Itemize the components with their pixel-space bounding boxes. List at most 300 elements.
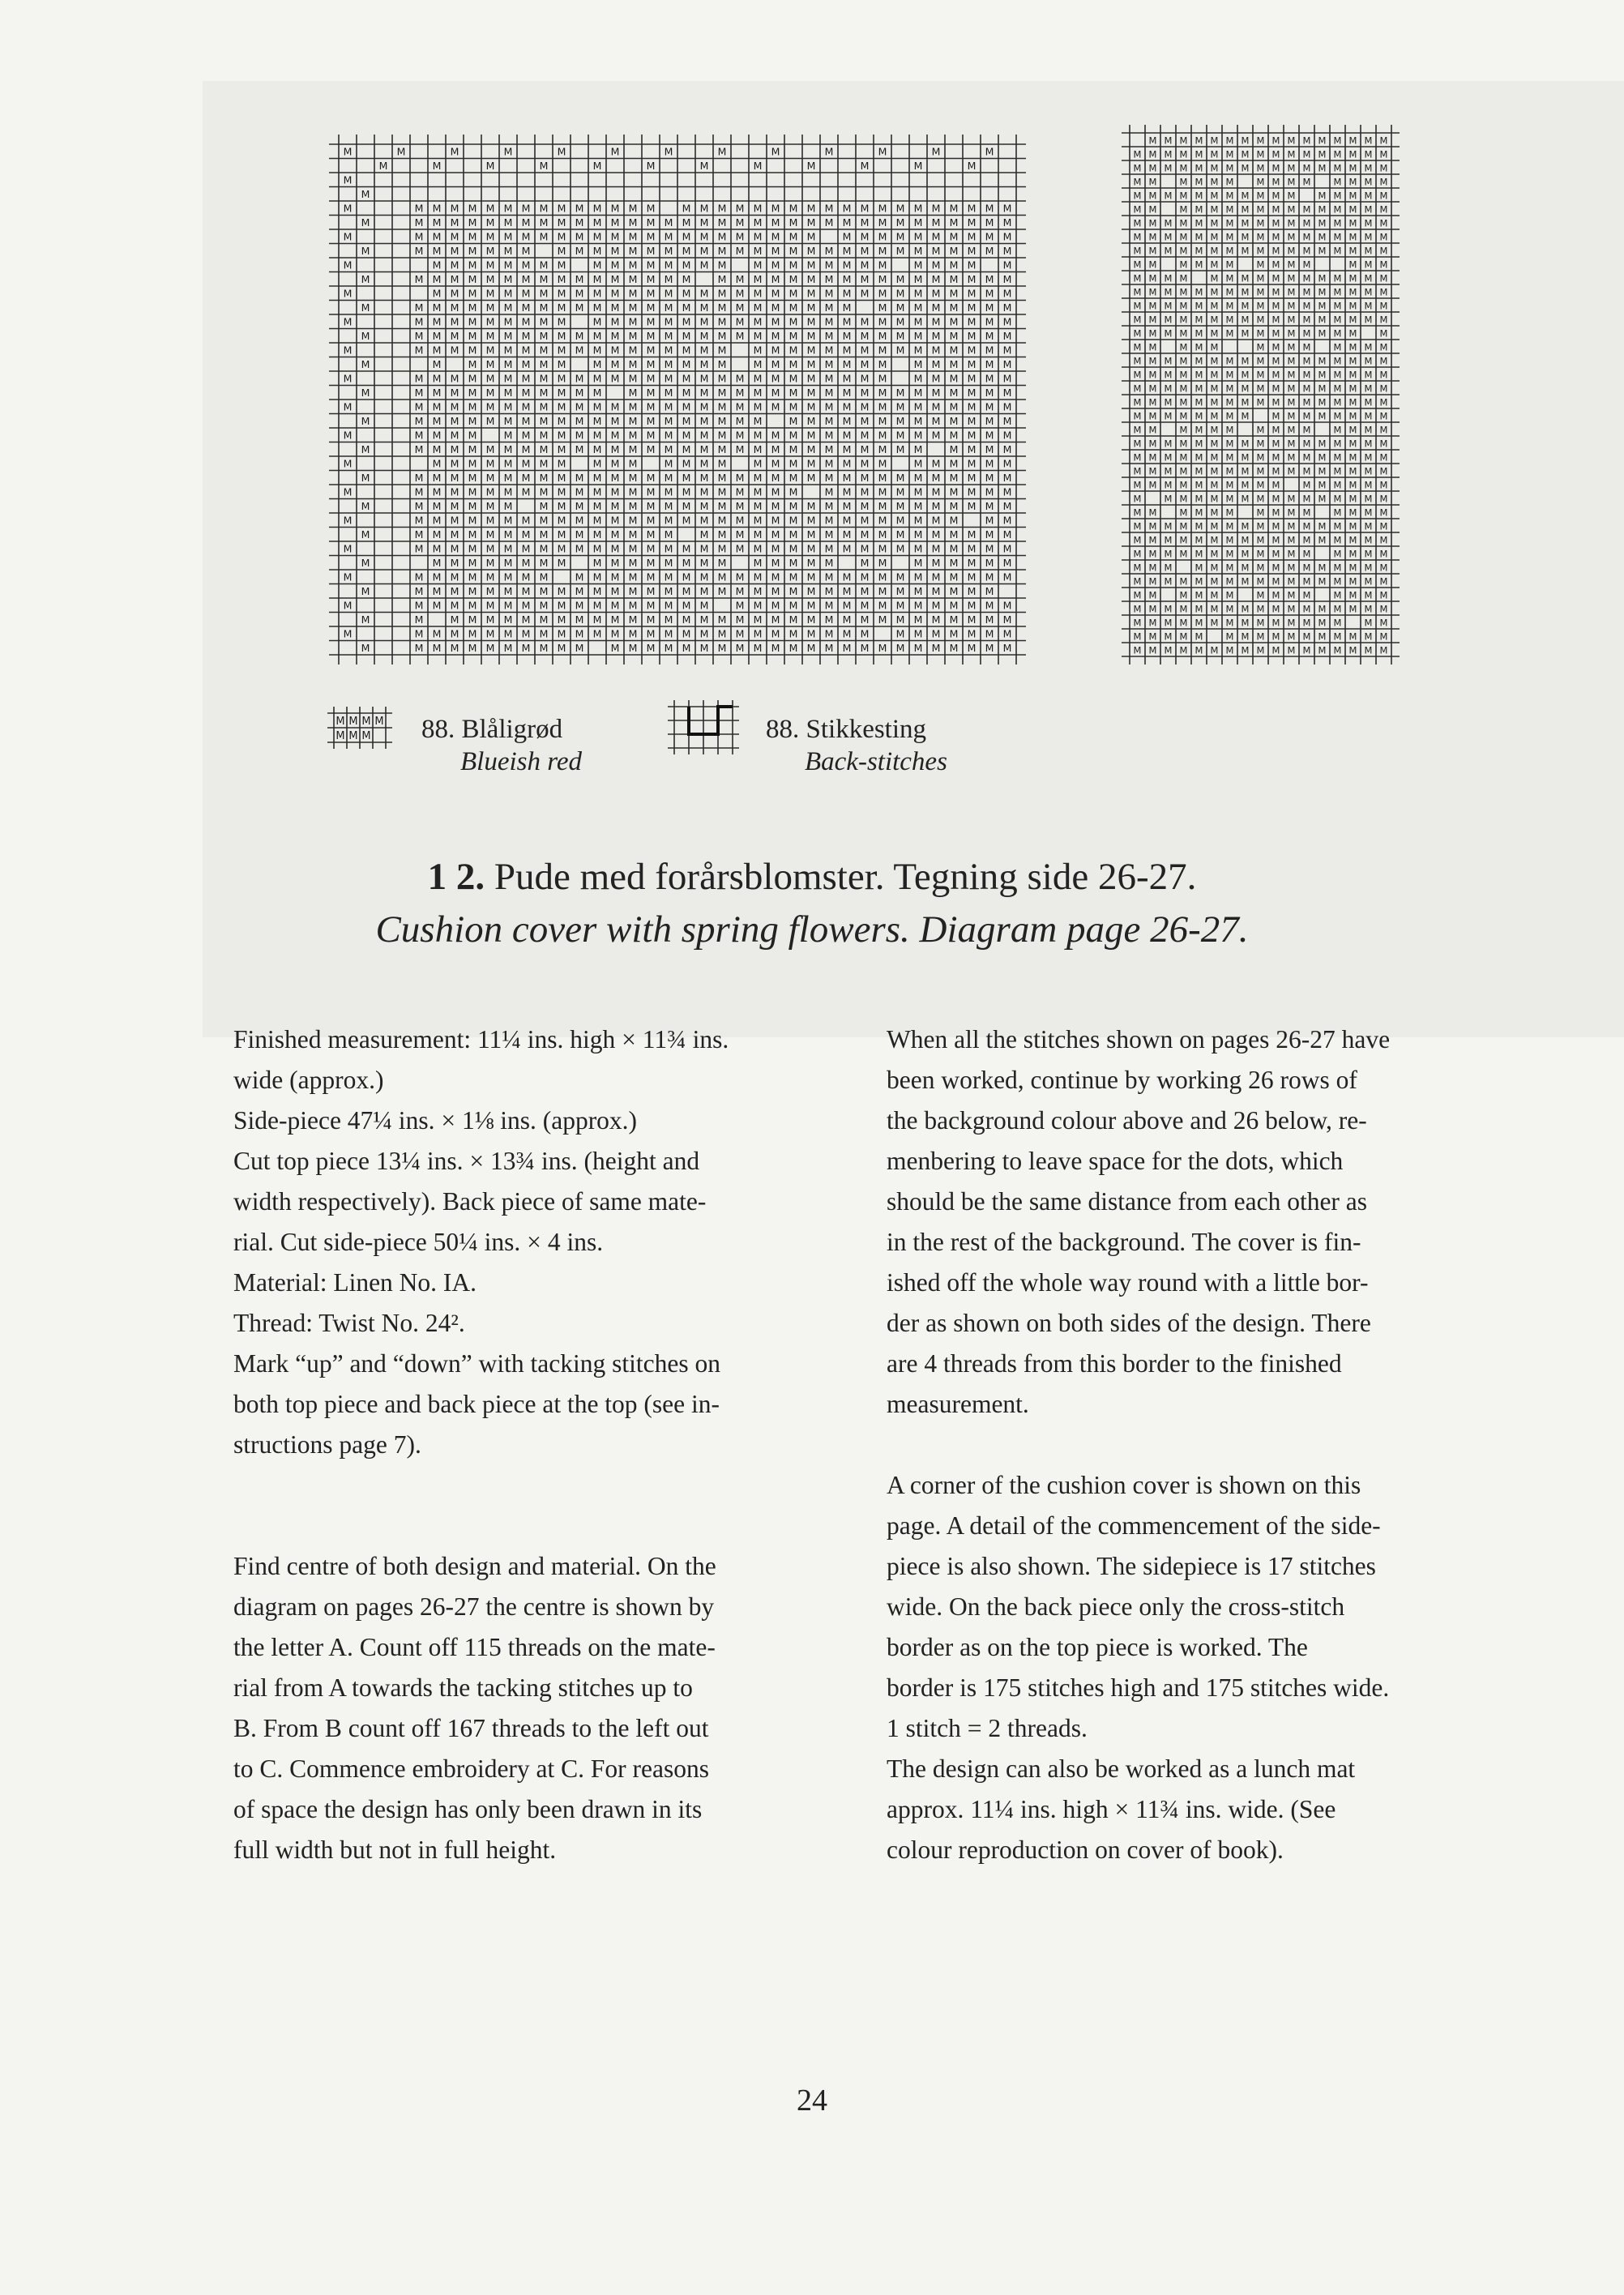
stitch-mark: M	[450, 514, 459, 527]
stitch-mark: M	[771, 542, 780, 555]
stitch-mark: M	[1194, 493, 1203, 505]
stitch-mark: M	[628, 443, 638, 456]
stitch-mark: M	[1179, 506, 1188, 519]
stitch-mark: M	[1348, 203, 1357, 216]
stitch-mark: M	[913, 542, 923, 555]
stitch-mark: M	[1287, 438, 1296, 450]
stitch-mark: M	[735, 642, 745, 655]
stitch-mark: M	[1241, 327, 1250, 340]
stitch-mark: M	[468, 443, 477, 456]
stitch-mark: M	[575, 571, 584, 583]
stitch-mark: M	[842, 500, 852, 513]
stitch-mark: M	[1002, 259, 1012, 271]
stitch-mark: M	[1256, 259, 1265, 271]
stitch-mark: M	[1333, 424, 1342, 436]
stitch-mark: M	[468, 372, 477, 385]
stitch-mark: M	[717, 542, 727, 555]
stitch-mark: M	[753, 245, 763, 258]
stitch-mark: M	[610, 585, 620, 598]
stitch-mark: M	[967, 443, 977, 456]
stitch-mark: M	[913, 259, 923, 271]
stitch-mark: M	[432, 599, 442, 612]
stitch-mark: M	[1379, 548, 1388, 560]
stitch-mark: M	[913, 642, 923, 655]
stitch-mark: M	[1287, 272, 1296, 284]
stitch-mark: M	[949, 557, 959, 570]
stitch-mark: M	[1302, 314, 1311, 326]
stitch-mark: M	[1271, 341, 1280, 353]
stitch-mark: M	[1210, 548, 1219, 560]
stitch-mark: M	[557, 429, 566, 442]
stitch-mark: M	[824, 372, 834, 385]
stitch-mark: M	[503, 273, 513, 286]
stitch-mark: M	[1194, 286, 1203, 298]
stitch-mark: M	[949, 259, 959, 271]
stitch-mark: M	[361, 188, 370, 201]
stitch-mark: M	[414, 613, 424, 626]
stitch-mark: M	[1225, 644, 1234, 656]
stitch-mark: M	[343, 259, 353, 271]
stitch-mark: M	[1210, 562, 1219, 574]
stitch-mark: M	[1364, 438, 1373, 450]
stitch-mark: M	[1379, 314, 1388, 326]
stitch-mark: M	[557, 301, 566, 314]
stitch-mark: M	[1194, 589, 1203, 601]
stitch-mark: M	[1194, 231, 1203, 243]
stitch-mark: M	[1271, 479, 1280, 491]
stitch-mark: M	[539, 457, 549, 470]
stitch-mark: M	[1348, 162, 1357, 174]
stitch-mark: M	[557, 415, 566, 428]
stitch-mark: M	[1194, 451, 1203, 464]
stitch-mark: M	[610, 344, 620, 357]
stitch-mark: M	[521, 457, 531, 470]
stitch-mark: M	[735, 273, 745, 286]
stitch-mark: M	[1241, 575, 1250, 588]
stitch-mark: M	[1179, 396, 1188, 408]
stitch-mark: M	[878, 443, 887, 456]
stitch-mark: M	[878, 330, 887, 343]
stitch-mark: M	[343, 514, 353, 527]
stitch-mark: M	[878, 358, 887, 371]
stitch-mark: M	[1302, 438, 1311, 450]
stitch-mark: M	[753, 287, 763, 300]
stitch-mark: M	[753, 457, 763, 470]
stitch-mark: M	[771, 230, 780, 243]
stitch-mark: M	[432, 528, 442, 541]
stitch-mark: M	[1210, 506, 1219, 519]
stitch-mark: M	[1133, 176, 1142, 188]
stitch-mark: M	[717, 400, 727, 413]
stitch-mark: M	[374, 716, 384, 728]
stitch-mark: M	[949, 202, 959, 215]
stitch-mark: M	[610, 514, 620, 527]
stitch-mark: M	[592, 387, 602, 400]
stitch-mark: M	[432, 344, 442, 357]
text-line: been worked, continue by working 26 rows of	[887, 1066, 1357, 1094]
stitch-mark: M	[842, 457, 852, 470]
stitch-mark: M	[664, 330, 673, 343]
stitch-mark: M	[1364, 162, 1373, 174]
stitch-mark: M	[949, 230, 959, 243]
stitch-mark: M	[1271, 410, 1280, 422]
stitch-mark: M	[664, 344, 673, 357]
stitch-mark: M	[1271, 465, 1280, 477]
stitch-mark: M	[646, 571, 656, 583]
stitch-mark: M	[521, 400, 531, 413]
stitch-mark: M	[1318, 479, 1327, 491]
stitch-mark: M	[1333, 162, 1342, 174]
stitch-mark: M	[1210, 396, 1219, 408]
stitch-mark: M	[1241, 314, 1250, 326]
stitch-mark: M	[895, 400, 905, 413]
stitch-mark: M	[1225, 534, 1234, 546]
stitch-mark: M	[717, 230, 727, 243]
stitch-mark: M	[788, 344, 798, 357]
stitch-mark: M	[1002, 500, 1012, 513]
stitch-mark: M	[343, 400, 353, 413]
stitch-mark: M	[717, 259, 727, 271]
stitch-mark: M	[1256, 438, 1265, 450]
stitch-mark: M	[699, 457, 709, 470]
stitch-mark: M	[414, 400, 424, 413]
stitch-mark: M	[1256, 603, 1265, 615]
stitch-mark: M	[468, 259, 477, 271]
stitch-mark: M	[1348, 520, 1357, 532]
stitch-mark: M	[432, 472, 442, 485]
stitch-mark: M	[806, 500, 816, 513]
stitch-mark: M	[628, 344, 638, 357]
stitch-mark: M	[1148, 410, 1157, 422]
stitch-mark: M	[824, 259, 834, 271]
stitch-mark: M	[949, 273, 959, 286]
stitch-mark: M	[1194, 465, 1203, 477]
stitch-mark: M	[788, 259, 798, 271]
stitch-mark: M	[1379, 438, 1388, 450]
stitch-mark: M	[860, 429, 870, 442]
stitch-mark: M	[1148, 424, 1157, 436]
stitch-mark: M	[1194, 203, 1203, 216]
stitch-mark: M	[753, 528, 763, 541]
stitch-mark: M	[1225, 479, 1234, 491]
stitch-mark: M	[1194, 562, 1203, 574]
stitch-mark: M	[699, 642, 709, 655]
stitch-mark: M	[646, 500, 656, 513]
stitch-mark: M	[1364, 617, 1373, 629]
text-line: Mark “up” and “down” with tacking stitches on	[233, 1349, 720, 1378]
stitch-mark: M	[450, 613, 459, 626]
stitch-mark: M	[878, 315, 887, 328]
stitch-mark: M	[806, 245, 816, 258]
stitch-mark: M	[931, 400, 941, 413]
stitch-mark: M	[771, 557, 780, 570]
stitch-mark: M	[824, 627, 834, 640]
stitch-mark: M	[842, 415, 852, 428]
stitch-mark: M	[432, 230, 442, 243]
stitch-mark: M	[557, 613, 566, 626]
stitch-mark: M	[539, 358, 549, 371]
stitch-mark: M	[1133, 493, 1142, 505]
stitch-mark: M	[1002, 330, 1012, 343]
stitch-mark: M	[1348, 259, 1357, 271]
stitch-mark: M	[1379, 341, 1388, 353]
stitch-mark: M	[949, 372, 959, 385]
stitch-mark: M	[1225, 135, 1234, 147]
stitch-mark: M	[699, 613, 709, 626]
stitch-mark: M	[1348, 630, 1357, 643]
stitch-mark: M	[753, 557, 763, 570]
stitch-mark: M	[485, 557, 495, 570]
stitch-mark: M	[432, 315, 442, 328]
stitch-mark: M	[788, 585, 798, 598]
stitch-mark: M	[468, 429, 477, 442]
stitch-mark: M	[664, 429, 673, 442]
stitch-mark: M	[931, 429, 941, 442]
stitch-mark: M	[1287, 190, 1296, 202]
stitch-mark: M	[967, 330, 977, 343]
stitch-mark: M	[682, 613, 691, 626]
stitch-mark: M	[842, 259, 852, 271]
stitch-mark: M	[860, 245, 870, 258]
stitch-mark: M	[913, 400, 923, 413]
stitch-mark: M	[1364, 217, 1373, 229]
stitch-mark: M	[1148, 438, 1157, 450]
stitch-mark: M	[485, 330, 495, 343]
stitch-mark: M	[414, 485, 424, 498]
corner-chart	[324, 130, 1037, 669]
stitch-mark: M	[539, 315, 549, 328]
stitch-mark: M	[735, 585, 745, 598]
stitch-mark: M	[1164, 314, 1173, 326]
stitch-mark: M	[521, 315, 531, 328]
stitch-mark: M	[450, 400, 459, 413]
stitch-mark: M	[1379, 327, 1388, 340]
stitch-mark: M	[1348, 644, 1357, 656]
stitch-mark: M	[1241, 603, 1250, 615]
stitch-mark: M	[1271, 506, 1280, 519]
stitch-mark: M	[1241, 231, 1250, 243]
stitch-mark: M	[1210, 575, 1219, 588]
stitch-mark: M	[753, 514, 763, 527]
stitch-mark: M	[575, 202, 584, 215]
stitch-mark: M	[521, 344, 531, 357]
stitch-mark: M	[646, 585, 656, 598]
stitch-mark: M	[1148, 355, 1157, 367]
stitch-mark: M	[1318, 410, 1327, 422]
stitch-mark: M	[432, 160, 442, 173]
stitch-mark: M	[628, 542, 638, 555]
stitch-mark: M	[967, 160, 977, 173]
stitch-mark: M	[664, 500, 673, 513]
stitch-mark: M	[699, 429, 709, 442]
stitch-mark: M	[931, 273, 941, 286]
stitch-mark: M	[985, 613, 994, 626]
stitch-mark: M	[432, 571, 442, 583]
stitch-mark: M	[985, 485, 994, 498]
stitch-mark: M	[1194, 410, 1203, 422]
stitch-mark: M	[949, 443, 959, 456]
section-title-english: Cushion cover with spring flowers. Diagram page 26-27.	[375, 908, 1249, 951]
stitch-mark: M	[539, 273, 549, 286]
stitch-mark: M	[557, 485, 566, 498]
stitch-mark: M	[539, 216, 549, 229]
stitch-mark: M	[1133, 575, 1142, 588]
stitch-mark: M	[1302, 575, 1311, 588]
stitch-mark: M	[1271, 355, 1280, 367]
stitch-mark: M	[1210, 465, 1219, 477]
stitch-mark: M	[1379, 162, 1388, 174]
stitch-mark: M	[628, 613, 638, 626]
stitch-mark: M	[1164, 451, 1173, 464]
stitch-mark: M	[682, 216, 691, 229]
stitch-mark: M	[432, 358, 442, 371]
stitch-mark: M	[432, 514, 442, 527]
stitch-mark: M	[485, 259, 495, 271]
stitch-mark: M	[1241, 617, 1250, 629]
stitch-mark: M	[1318, 135, 1327, 147]
stitch-mark: M	[1364, 589, 1373, 601]
stitch-mark: M	[771, 330, 780, 343]
stitch-mark: M	[860, 387, 870, 400]
stitch-mark: M	[1302, 534, 1311, 546]
stitch-mark: M	[1364, 176, 1373, 188]
stitch-mark: M	[1287, 327, 1296, 340]
stitch-mark: M	[485, 500, 495, 513]
stitch-mark: M	[717, 301, 727, 314]
stitch-mark: M	[1133, 617, 1142, 629]
stitch-mark: M	[842, 400, 852, 413]
stitch-mark: M	[1179, 135, 1188, 147]
stitch-mark: M	[1256, 534, 1265, 546]
stitch-mark: M	[1271, 300, 1280, 312]
stitch-mark: M	[432, 627, 442, 640]
stitch-mark: M	[414, 245, 424, 258]
stitch-mark: M	[628, 599, 638, 612]
text-line: B. From B count off 167 threads to the left out	[233, 1714, 709, 1742]
text-line: A corner of the cushion cover is shown on this	[887, 1471, 1361, 1499]
stitch-mark: M	[1241, 286, 1250, 298]
stitch-mark: M	[664, 642, 673, 655]
stitch-mark: M	[806, 287, 816, 300]
stitch-mark: M	[967, 585, 977, 598]
stitch-mark: M	[610, 358, 620, 371]
stitch-mark: M	[450, 443, 459, 456]
stitch-mark: M	[1179, 300, 1188, 312]
stitch-mark: M	[967, 315, 977, 328]
stitch-mark: M	[503, 457, 513, 470]
stitch-mark: M	[771, 287, 780, 300]
stitch-mark: M	[985, 245, 994, 258]
stitch-mark: M	[539, 387, 549, 400]
stitch-mark: M	[1256, 644, 1265, 656]
text-line: Finished measurement: 11¼ ins. high × 11¾ ins.	[233, 1025, 729, 1053]
stitch-mark: M	[682, 585, 691, 598]
stitch-mark: M	[788, 500, 798, 513]
stitch-mark: M	[664, 472, 673, 485]
stitch-mark: M	[592, 429, 602, 442]
stitch-mark: M	[503, 358, 513, 371]
stitch-mark: M	[361, 415, 370, 428]
stitch-mark: M	[985, 429, 994, 442]
stitch-mark: M	[414, 599, 424, 612]
stitch-mark: M	[1348, 355, 1357, 367]
stitch-mark: M	[1271, 148, 1280, 160]
stitch-mark: M	[575, 472, 584, 485]
stitch-mark: M	[1302, 451, 1311, 464]
stitch-mark: M	[1194, 341, 1203, 353]
legend-entry-back-stitches	[766, 713, 947, 778]
stitch-mark: M	[485, 485, 495, 498]
stitch-mark: M	[753, 259, 763, 271]
stitch-mark: M	[432, 457, 442, 470]
stitch-mark: M	[1225, 286, 1234, 298]
stitch-mark: M	[592, 599, 602, 612]
stitch-mark: M	[842, 585, 852, 598]
stitch-mark: M	[1364, 135, 1373, 147]
stitch-mark: M	[717, 485, 727, 498]
stitch-mark: M	[1225, 396, 1234, 408]
stitch-mark: M	[1348, 190, 1357, 202]
stitch-mark: M	[1271, 603, 1280, 615]
stitch-mark: M	[539, 528, 549, 541]
stitch-mark: M	[1002, 287, 1012, 300]
stitch-mark: M	[1302, 520, 1311, 532]
stitch-mark: M	[468, 571, 477, 583]
stitch-mark: M	[1241, 162, 1250, 174]
stitch-mark: M	[913, 245, 923, 258]
stitch-mark: M	[806, 528, 816, 541]
stitch-mark: M	[1364, 231, 1373, 243]
stitch-mark: M	[1164, 479, 1173, 491]
stitch-mark: M	[788, 230, 798, 243]
stitch-mark: M	[1256, 135, 1265, 147]
stitch-mark: M	[361, 642, 370, 655]
stitch-mark: M	[485, 415, 495, 428]
stitch-mark: M	[628, 330, 638, 343]
stitch-mark: M	[628, 627, 638, 640]
stitch-mark: M	[717, 245, 727, 258]
stitch-mark: M	[753, 415, 763, 428]
stitch-mark: M	[931, 245, 941, 258]
stitch-mark: M	[1148, 644, 1157, 656]
stitch-mark: M	[699, 330, 709, 343]
stitch-mark: M	[592, 344, 602, 357]
stitch-mark: M	[824, 287, 834, 300]
stitch-mark: M	[468, 528, 477, 541]
text-line: are 4 threads from this border to the finished	[887, 1349, 1342, 1378]
stitch-mark: M	[664, 443, 673, 456]
stitch-mark: M	[503, 443, 513, 456]
stitch-mark: M	[1287, 162, 1296, 174]
stitch-mark: M	[1287, 300, 1296, 312]
stitch-mark: M	[753, 472, 763, 485]
stitch-mark: M	[699, 472, 709, 485]
stitch-mark: M	[699, 387, 709, 400]
stitch-mark: M	[753, 585, 763, 598]
stitch-mark: M	[414, 216, 424, 229]
stitch-mark: M	[468, 599, 477, 612]
stitch-mark: M	[1271, 135, 1280, 147]
stitch-mark: M	[1333, 630, 1342, 643]
stitch-mark: M	[824, 514, 834, 527]
stitch-mark: M	[878, 599, 887, 612]
stitch-mark: M	[967, 642, 977, 655]
stitch-mark: M	[771, 443, 780, 456]
stitch-mark: M	[1225, 575, 1234, 588]
stitch-mark: M	[985, 627, 994, 640]
stitch-mark: M	[1164, 272, 1173, 284]
legend-entry-bluish-red	[421, 713, 582, 778]
